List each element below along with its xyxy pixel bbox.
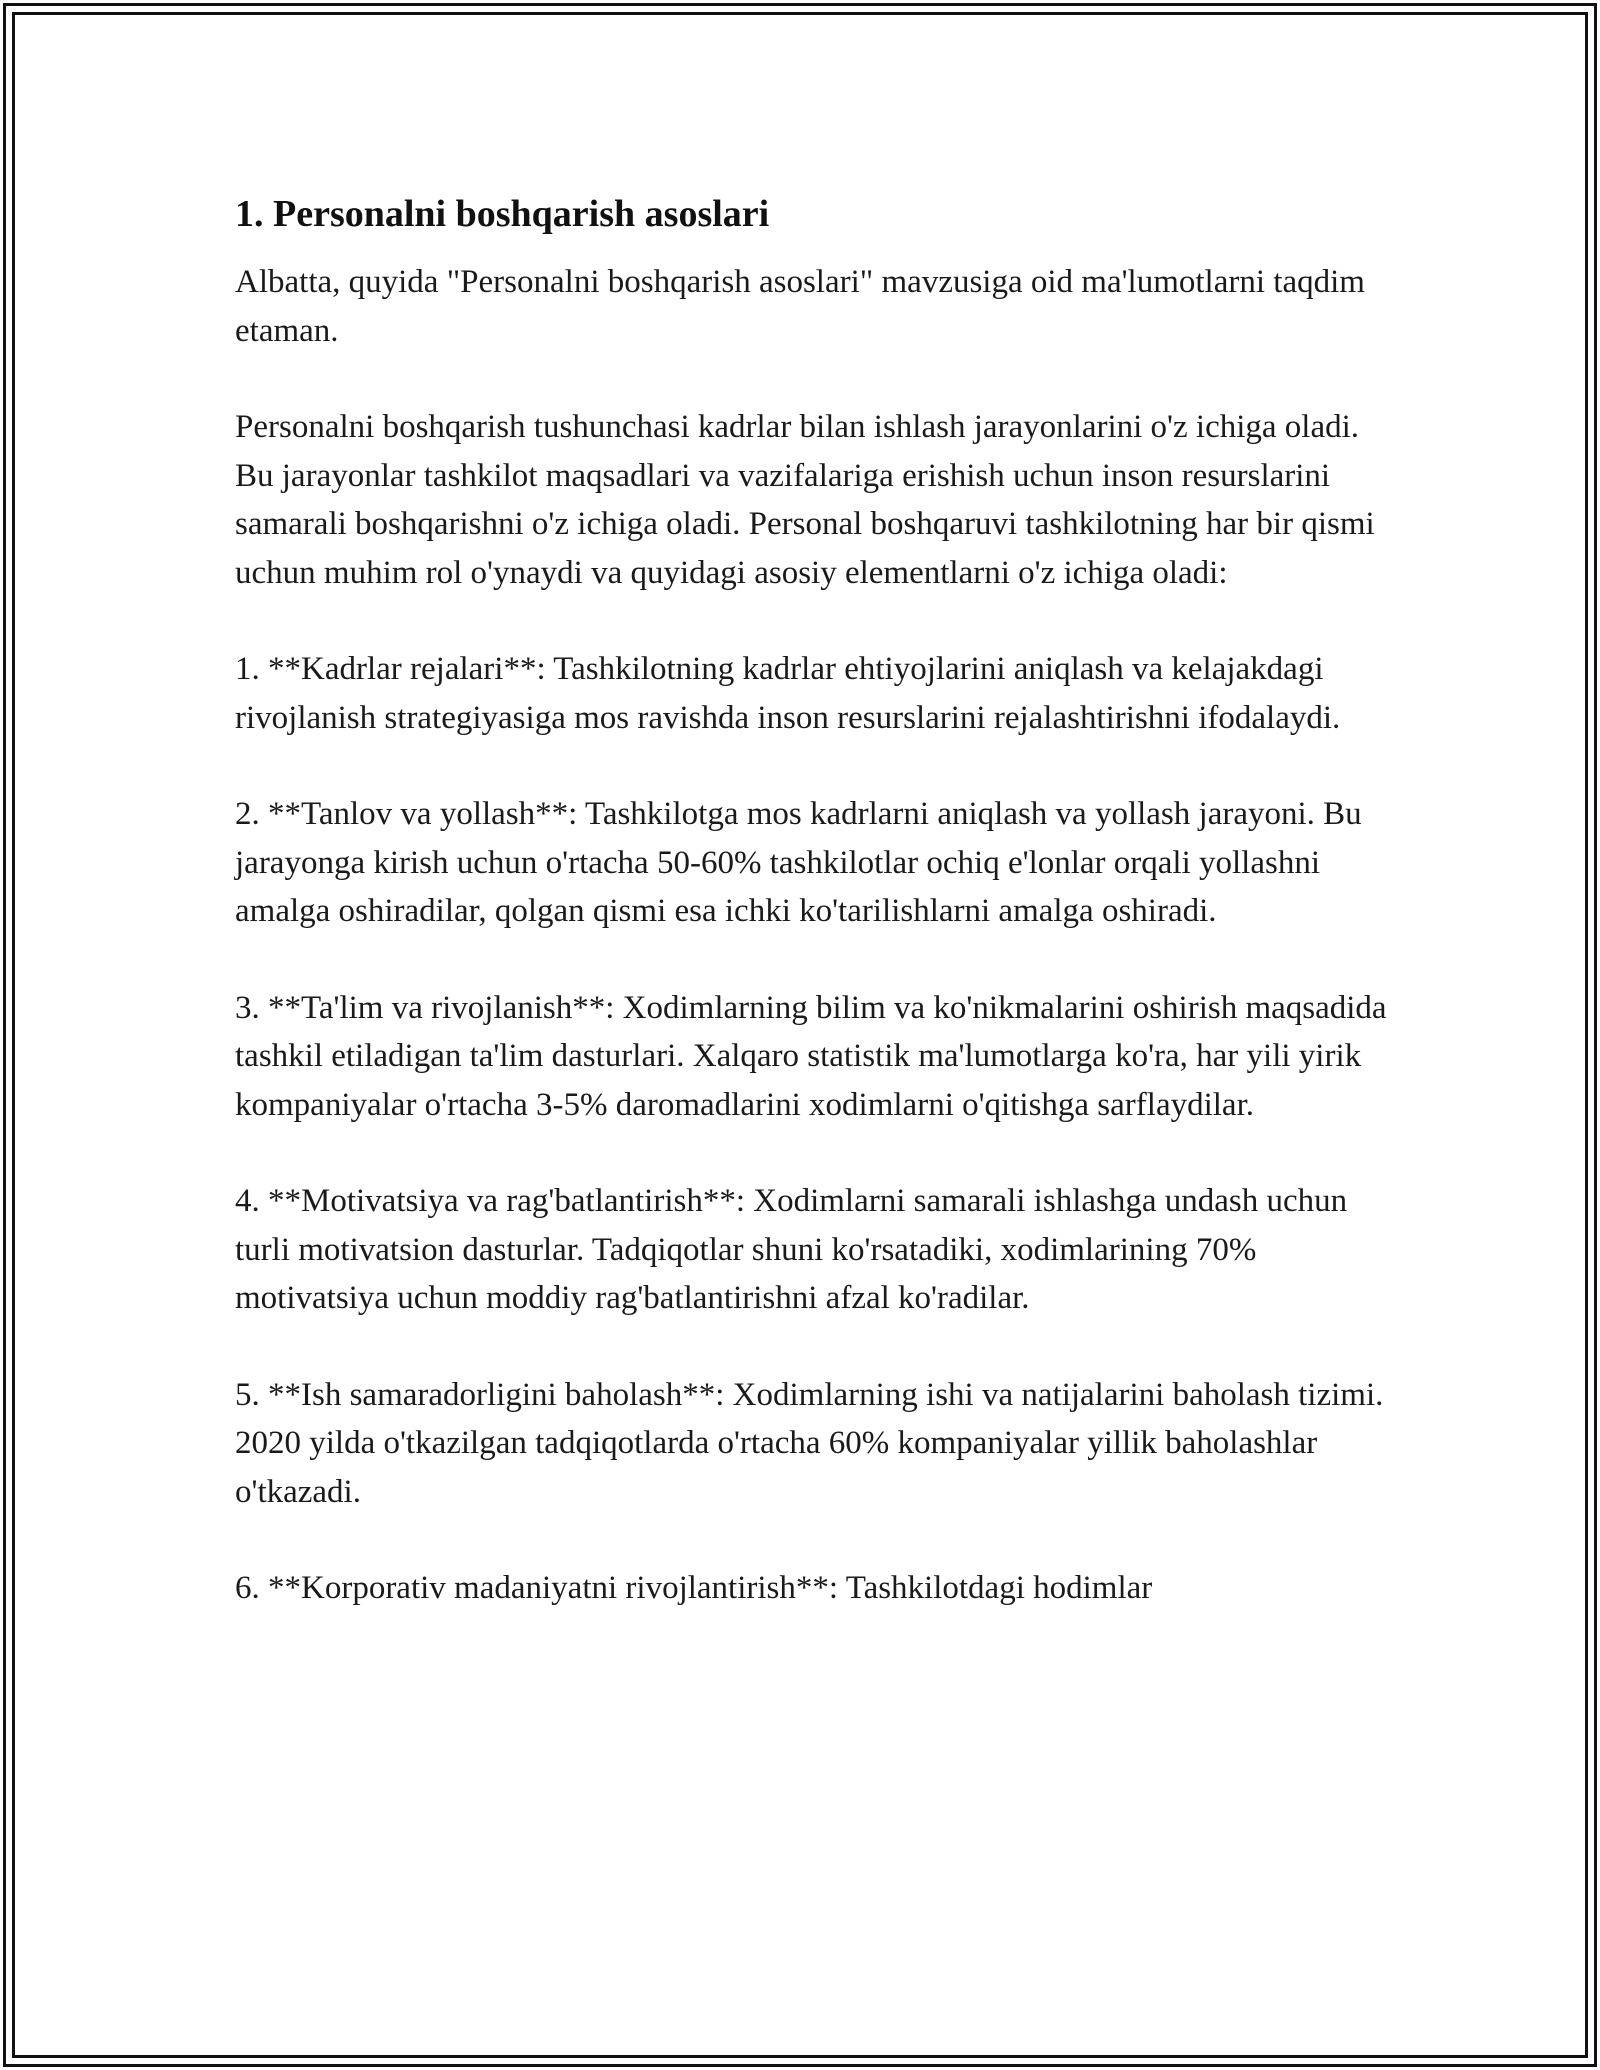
list-item-1: 1. **Kadrlar rejalari**: Tashkilotning kadrlar ehtiyojlarini aniqlash va kelajakdagi rivojlanish strategiyasiga mos ravishda inson resurslarini rejalashtirishni ifodalaydi.: [235, 651, 1341, 736]
list-item-4: 4. **Motivatsiya va rag'batlantirish**: Xodimlarni samarali ishlashga undash uchun turli motivatsion dasturlar. Tadqiqotlar shuni ko'rsatadiki, xodimlarining 70% motivatsiya uchun moddiy rag'batlantirishni afzal ko'radilar.: [235, 1183, 1348, 1316]
list-item-3: 3. **Ta'lim va rivojlanish**: Xodimlarning bilim va ko'nikmalarini oshirish maqsadida tashkil etiladigan ta'lim dasturlari. Xalqaro statistik ma'lumotlarga ko'ra, har yili yirik kompaniyalar o'rtacha 3-5% daromadlarini xodimlarni o'qitishga sarflaydilar.: [235, 989, 1387, 1123]
intro-paragraph: Albatta, quyida "Personalni boshqarish asoslari" mavzusiga oid ma'lumotlarni taqdim etaman.: [235, 264, 1365, 349]
section-title: 1. Personalni boshqarish asoslari: [235, 193, 770, 235]
list-item-5: 5. **Ish samaradorligini baholash**: Xodimlarning ishi va natijalarini baholash tizimi. 2020 yilda o'tkazilgan tadqiqotlarda o'rtacha 60% kompaniyalar yillik baholashlar o'tkazadi.: [235, 1376, 1384, 1510]
document-body: [235, 188, 1395, 1613]
list-item-2: 2. **Tanlov va yollash**: Tashkilotga mos kadrlarni aniqlash va yollash jarayoni. Bu jarayonga kirish uchun o'rtacha 50-60% tashkilotlar ochiq e'lonlar orqali yollashni amalga oshiradilar, qolgan qismi esa ichki ko'tarilishlarni amalga oshiradi.: [235, 796, 1362, 929]
list-item-6: 6. **Korporativ madaniyatni rivojlantirish**: Tashkilotdagi hodimlar: [235, 1570, 1153, 1606]
definition-paragraph: Personalni boshqarish tushunchasi kadrlar bilan ishlash jarayonlarini o'z ichiga oladi. Bu jarayonlar tashkilot maqsadlari va vazifalariga erishish uchun inson resurslarini samarali boshqarishni o'z ichiga oladi. Personal boshqaruvi tashkilotning har bir qismi uchun muhim rol o'ynaydi va quyidagi asosiy elementlarni o'z ichiga oladi:: [235, 409, 1375, 591]
